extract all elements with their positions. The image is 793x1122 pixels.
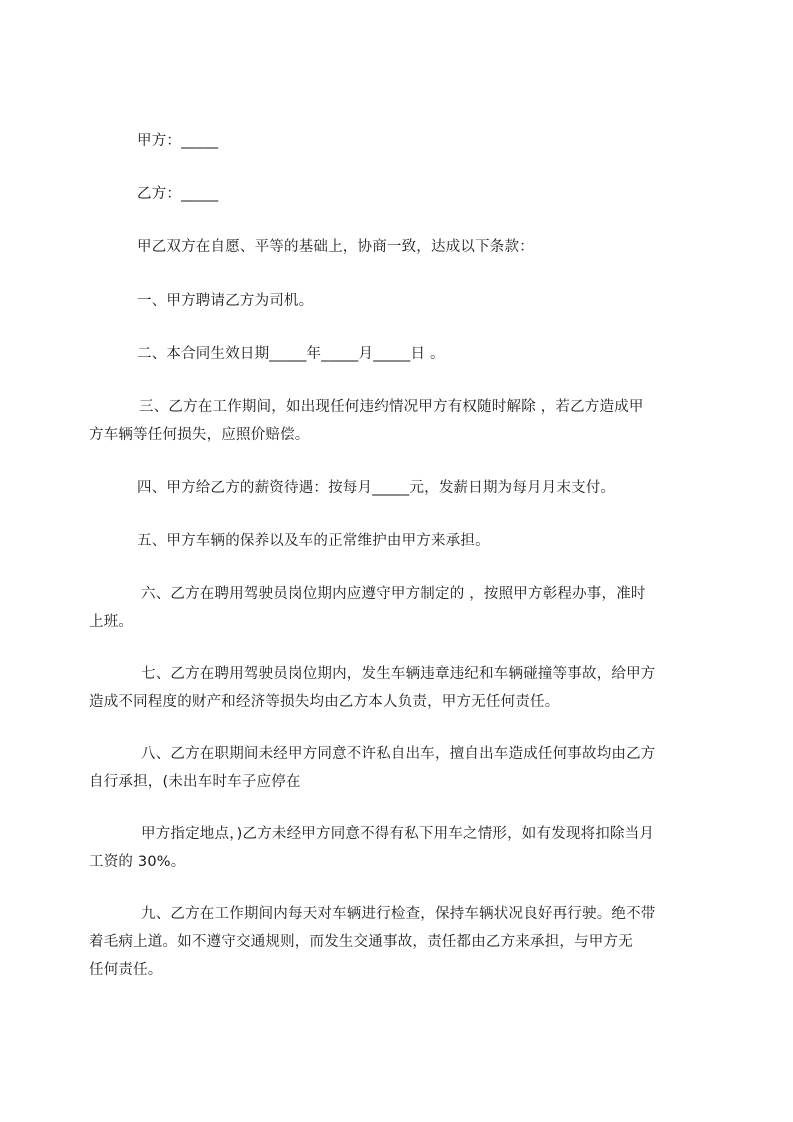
clause-9 bbox=[89, 900, 656, 984]
party-b-text: 乙方：_____ bbox=[137, 186, 219, 202]
party-a-line bbox=[137, 127, 218, 155]
clause-5-text: 五、甲方车辆的保养以及车的正常维护由甲方来承担。 bbox=[137, 533, 490, 549]
clause-6-line-2: 上班。 bbox=[89, 614, 134, 630]
party-a-text: 甲方：_____ bbox=[137, 133, 219, 149]
clause-2 bbox=[137, 340, 445, 368]
clause-9-line-1: 九、乙方在工作期间内每天对车辆进行检查，保持车辆状况良好再行驶。绝不带 bbox=[141, 906, 656, 922]
clause-4-text: 四、甲方给乙方的薪资待遇：按每月_____元，发薪日期为每月月末支付。 bbox=[137, 480, 616, 496]
clause-8-cont-line-1: 甲方指定地点，)乙方未经甲方同意不得有私下用车之情形，如有发现将扣除当月 bbox=[141, 826, 655, 842]
clause-8 bbox=[89, 740, 656, 796]
clause-3-line-1: 三、乙方在工作期间，如出现任何违约情况甲方有权随时解除 ，若乙方造成甲 bbox=[139, 399, 644, 415]
preamble-text: 甲乙双方在自愿、平等的基础上，协商一致，达成以下条款： bbox=[137, 239, 534, 255]
clause-8-line-1: 八、乙方在职期间未经甲方同意不许私自出车，擅自出车造成任何事故均由乙方 bbox=[141, 746, 656, 762]
clause-7-line-2: 造成不同程度的财产和经济等损失均由乙方本人负责，甲方无任何责任。 bbox=[89, 694, 560, 710]
preamble bbox=[137, 233, 534, 261]
clause-6-line-1: 六、乙方在聘用驾驶员岗位期内应遵守甲方制定的 ，按照甲方彰程办事，准时 bbox=[141, 586, 646, 602]
party-b-line bbox=[137, 180, 218, 208]
clause-3 bbox=[89, 393, 644, 449]
clause-9-line-2: 着毛病上道。如不遵守交通规则，而发生交通事故，责任都由乙方来承担，与甲方无 bbox=[89, 934, 633, 950]
clause-8-line-2: 自行承担，(未出车时车子应停在 bbox=[89, 774, 301, 790]
clause-1 bbox=[137, 287, 313, 315]
clause-5 bbox=[137, 527, 490, 555]
clause-8-continuation bbox=[89, 820, 654, 876]
clause-9-line-3: 任何责任。 bbox=[89, 962, 163, 978]
clause-8-cont-line-2: 工资的 30%。 bbox=[89, 854, 186, 870]
clause-7 bbox=[89, 660, 656, 716]
clause-6 bbox=[89, 580, 646, 636]
clause-4 bbox=[137, 474, 615, 502]
clause-2-text: 二、本合同生效日期_____年_____月_____日 。 bbox=[137, 346, 445, 362]
clause-7-line-1: 七、乙方在聘用驾驶员岗位期内，发生车辆违章违纪和车辆碰撞等事故，给甲方 bbox=[141, 666, 656, 682]
clause-1-text: 一、甲方聘请乙方为司机。 bbox=[137, 293, 314, 309]
clause-3-line-2: 方车辆等任何损失，应照价赔偿。 bbox=[89, 427, 310, 443]
